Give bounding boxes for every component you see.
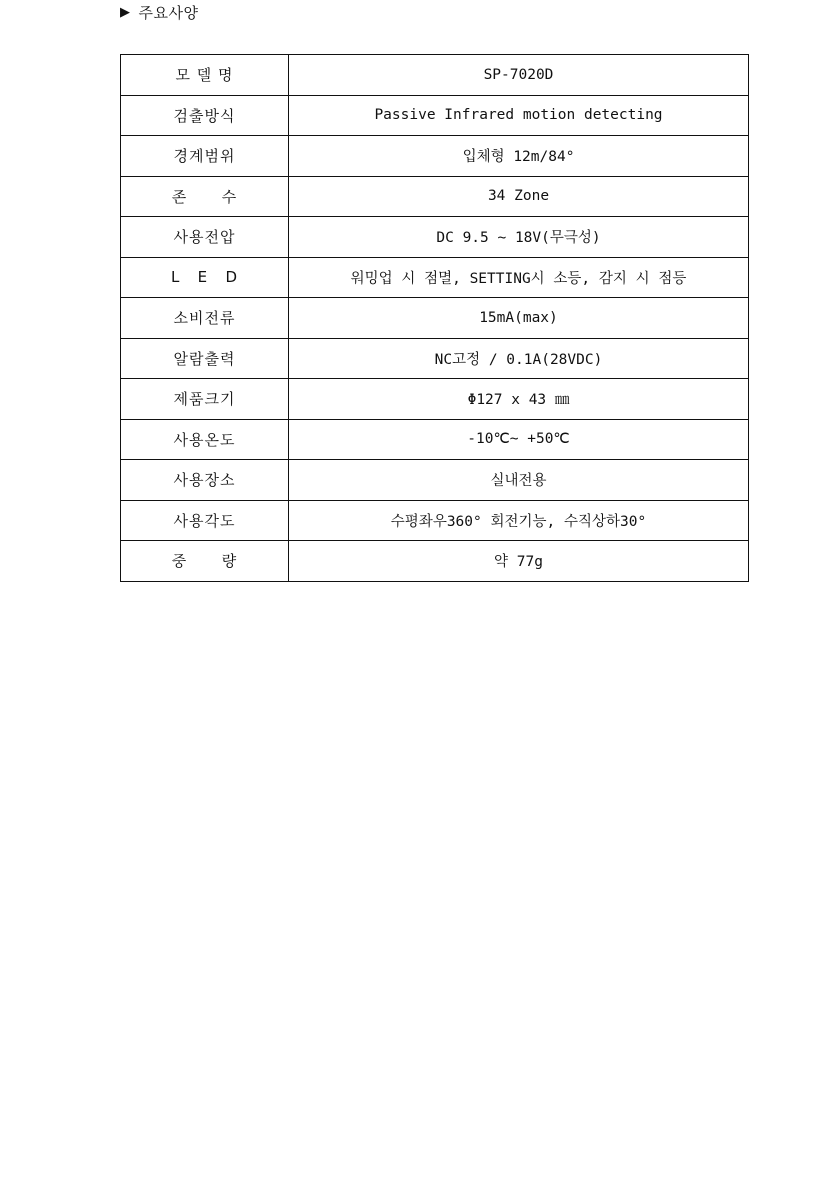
spec-label: 중 량 — [121, 541, 289, 582]
table-row — [121, 217, 749, 258]
spec-value: DC 9.5 ~ 18V(무극성) — [289, 217, 749, 258]
table-row — [121, 136, 749, 177]
section-heading — [120, 0, 198, 24]
section-title: 주요사양 — [138, 3, 199, 22]
spec-value: 워밍업 시 점멸, SETTING시 소등, 감지 시 점등 — [289, 257, 749, 298]
spec-label: 제품크기 — [121, 379, 289, 420]
spec-label: 존 수 — [121, 176, 289, 217]
spec-label: 사용장소 — [121, 460, 289, 501]
spec-value: 15mA(max) — [289, 298, 749, 339]
spec-label: 사용각도 — [121, 500, 289, 541]
spec-value: Passive Infrared motion detecting — [289, 95, 749, 136]
spec-value: Φ127 x 43 ㎜ — [289, 379, 749, 420]
spec-label: 소비전류 — [121, 298, 289, 339]
table-row — [121, 257, 749, 298]
table-row — [121, 55, 749, 96]
spec-value: 약 77g — [289, 541, 749, 582]
spec-value: 실내전용 — [289, 460, 749, 501]
spec-value: 34 Zone — [289, 176, 749, 217]
spec-label: 알람출력 — [121, 338, 289, 379]
spec-label: 사용전압 — [121, 217, 289, 258]
table-row — [121, 176, 749, 217]
table-row — [121, 338, 749, 379]
spec-table — [120, 54, 749, 582]
spec-label: 검출방식 — [121, 95, 289, 136]
table-row — [121, 379, 749, 420]
table-row — [121, 95, 749, 136]
spec-value: SP-7020D — [289, 55, 749, 96]
table-row — [121, 298, 749, 339]
table-row — [121, 541, 749, 582]
spec-label: 사용온도 — [121, 419, 289, 460]
spec-value: NC고정 / 0.1A(28VDC) — [289, 338, 749, 379]
spec-label: L E D — [121, 257, 289, 298]
spec-value: 수평좌우360° 회전기능, 수직상하30° — [289, 500, 749, 541]
triangle-bullet-icon: ▶ — [120, 4, 131, 20]
table-row — [121, 419, 749, 460]
spec-label: 경계범위 — [121, 136, 289, 177]
spec-label: 모 델 명 — [121, 55, 289, 96]
table-row — [121, 500, 749, 541]
spec-value: -10℃~ +50℃ — [289, 419, 749, 460]
table-row — [121, 460, 749, 501]
spec-value: 입체형 12m/84° — [289, 136, 749, 177]
